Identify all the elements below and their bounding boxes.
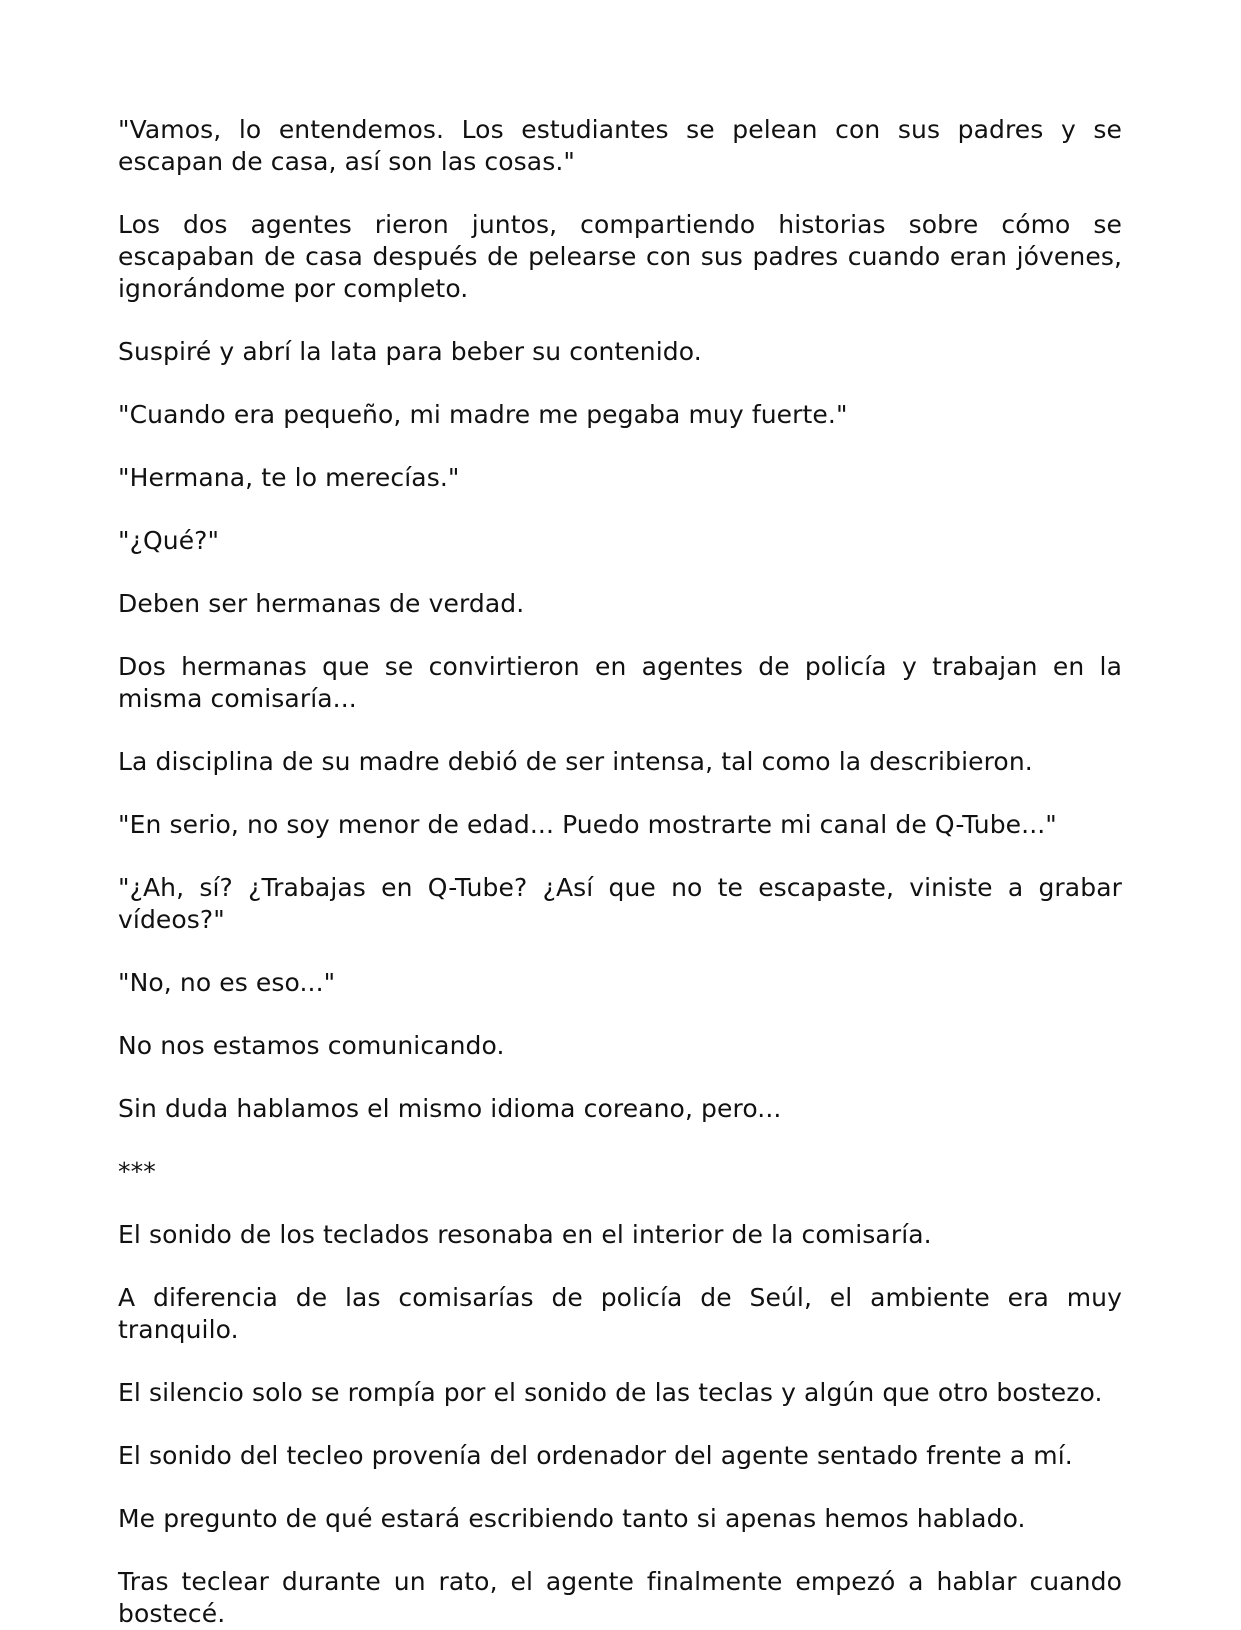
paragraph: A diferencia de las comisarías de policía de Seúl, el ambiente era muy tranquilo. bbox=[118, 1283, 1122, 1344]
paragraph: El sonido de los teclados resonaba en el interior de la comisaría. bbox=[118, 1220, 932, 1249]
paragraph: Suspiré y abrí la lata para beber su contenido. bbox=[118, 337, 702, 366]
paragraph: No nos estamos comunicando. bbox=[118, 1031, 505, 1060]
paragraph: "¿Qué?" bbox=[118, 526, 220, 555]
paragraph: Deben ser hermanas de verdad. bbox=[118, 589, 525, 618]
paragraph: Tras teclear durante un rato, el agente finalmente empezó a hablar cuando bostecé. bbox=[118, 1567, 1122, 1628]
paragraph: Me pregunto de qué estará escribiendo tanto si apenas hemos hablado. bbox=[118, 1504, 1026, 1533]
paragraph: "No, no es eso..." bbox=[118, 968, 336, 997]
paragraph: El silencio solo se rompía por el sonido de las teclas y algún que otro bostezo. bbox=[118, 1378, 1103, 1407]
paragraph: "Vamos, lo entendemos. Los estudiantes se pelean con sus padres y se escapan de casa, así son las cosas." bbox=[118, 115, 1122, 176]
scene-break: *** bbox=[118, 1157, 156, 1186]
paragraph: "¿Ah, sí? ¿Trabajas en Q-Tube? ¿Así que no te escapaste, viniste a grabar vídeos?" bbox=[118, 873, 1122, 934]
paragraph: "Cuando era pequeño, mi madre me pegaba muy fuerte." bbox=[118, 400, 848, 429]
paragraph: Sin duda hablamos el mismo idioma coreano, pero... bbox=[118, 1094, 782, 1123]
paragraph: "Hermana, te lo merecías." bbox=[118, 463, 460, 492]
paragraph: "En serio, no soy menor de edad... Puedo mostrarte mi canal de Q-Tube..." bbox=[118, 810, 1057, 839]
paragraph: Dos hermanas que se convirtieron en agentes de policía y trabajan en la misma comisaría... bbox=[118, 652, 1122, 713]
paragraph: El sonido del tecleo provenía del ordenador del agente sentado frente a mí. bbox=[118, 1441, 1073, 1470]
document-page bbox=[118, 114, 1122, 1630]
paragraph: Los dos agentes rieron juntos, compartiendo historias sobre cómo se escapaban de casa después de pelearse con sus padres cuando eran jóvenes, ignorándome por completo. bbox=[118, 210, 1122, 303]
paragraph: La disciplina de su madre debió de ser intensa, tal como la describieron. bbox=[118, 747, 1033, 776]
